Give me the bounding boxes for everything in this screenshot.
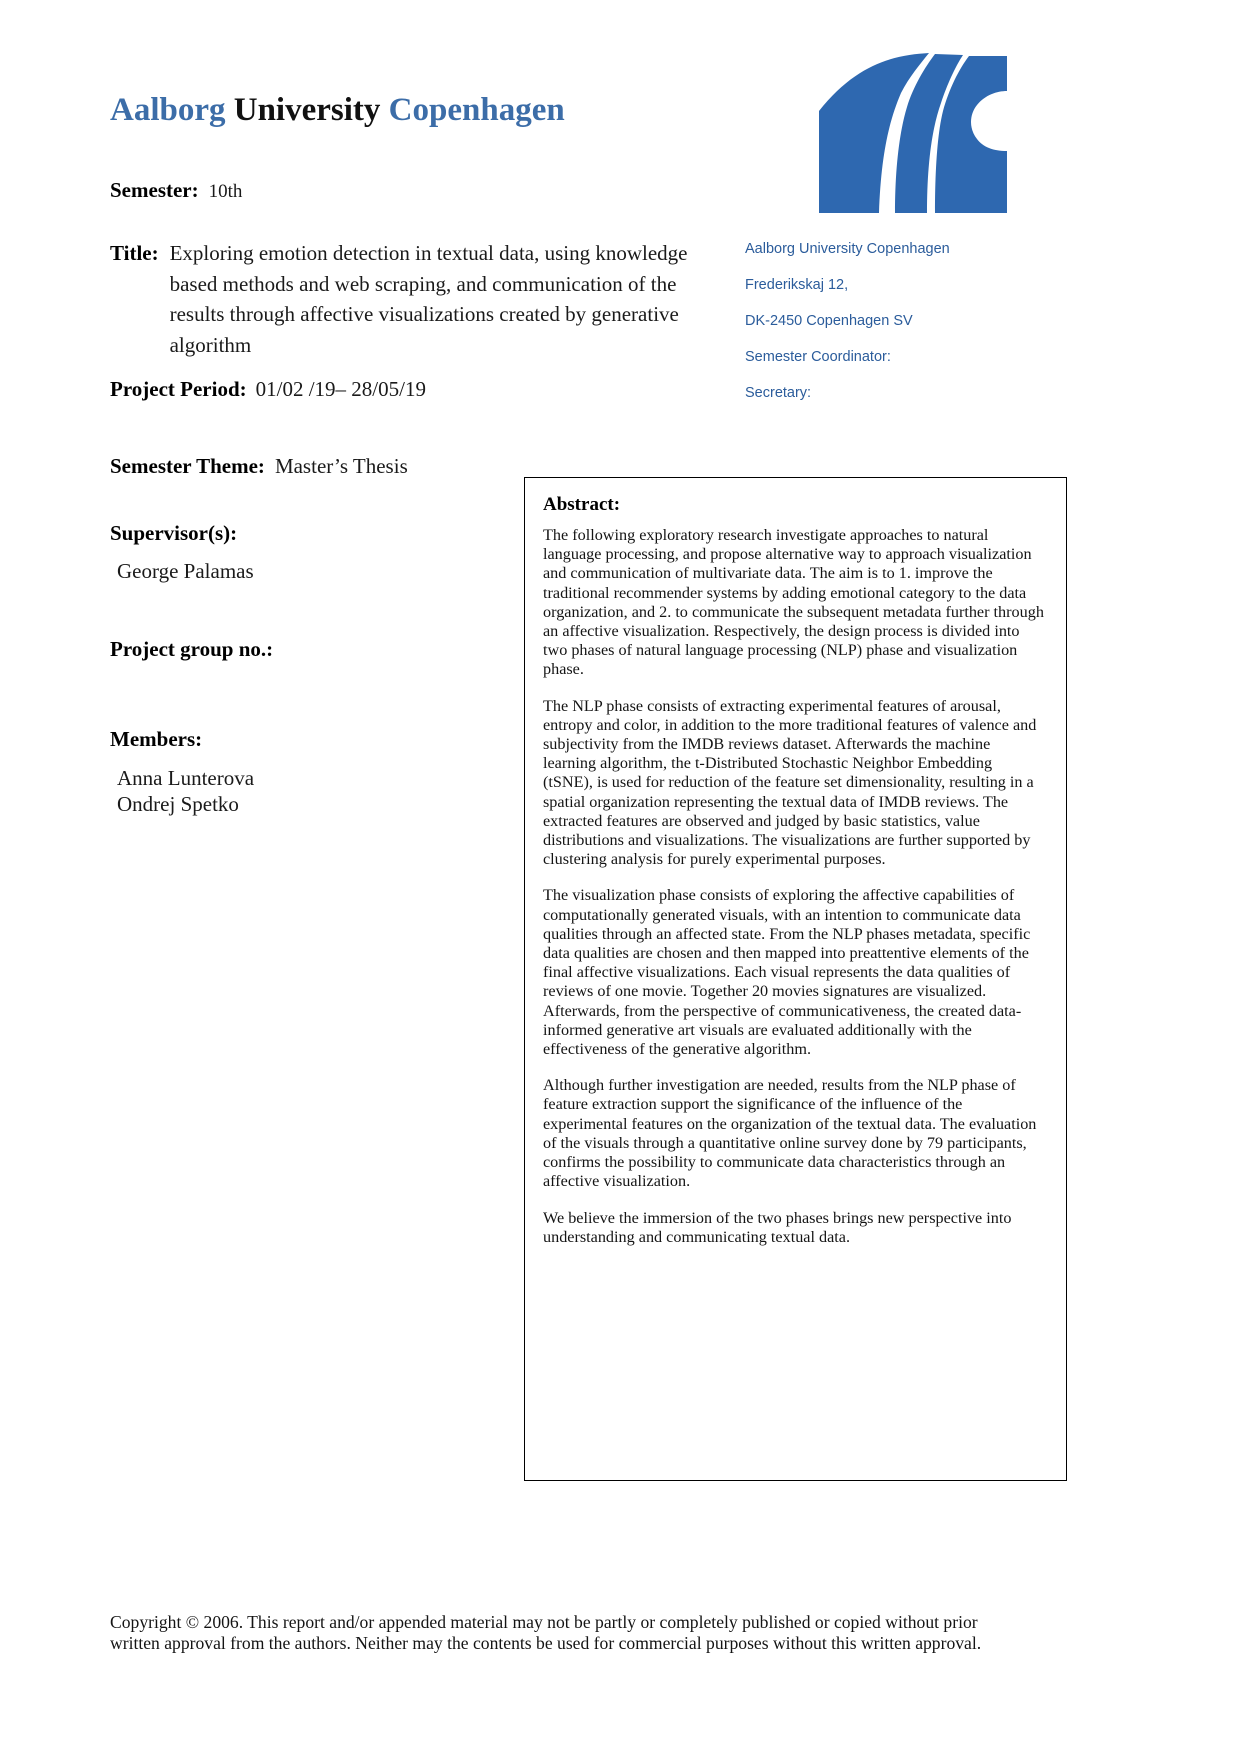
field-title (110, 238, 710, 360)
supervisor-name: George Palamas (117, 559, 254, 583)
semester-value: 10th (208, 181, 243, 202)
project-period-value: 01/02 /19– 28/05/19 (255, 377, 426, 401)
abstract-paragraph: We believe the immersion of the two phases brings new perspective into understanding and communicating textual data. (543, 1208, 1012, 1246)
page-title (110, 92, 565, 129)
title-value: Exploring emotion detection in textual data, using knowledge based methods and web scraping, and communication of the results through affective visualizations created by generative algorithm (169, 241, 688, 357)
field-semester (110, 178, 242, 203)
project-period-label: Project Period: (110, 377, 247, 401)
title-word-copenhagen: Copenhagen (388, 92, 565, 128)
field-supervisors (110, 521, 254, 584)
field-members (110, 727, 254, 817)
address-line: Secretary: (745, 385, 812, 401)
semester-theme-value: Master’s Thesis (274, 454, 408, 478)
abstract-paragraph: The NLP phase consists of extracting experimental features of arousal, entropy and color, in addition to the more traditional features of valence and subjectivity from the IMDB reviews dataset. Afterwards the machine learning algorithm, the t-Distributed Stochastic Neighbor Embedding (tSNE), is used for reduction of the feature set dimensionality, resulting in a spatial organization representing the textual data of IMDB reviews. The extracted features are observed and judged by basic statistics, value distributions and visualizations. The visualizations are further supported by clustering analysis for purely experimental purposes. (543, 696, 1037, 869)
title-word-university: University (233, 92, 381, 128)
semester-theme-label: Semester Theme: (110, 454, 265, 478)
field-project-period (110, 377, 426, 402)
aalborg-university-logo (817, 51, 1009, 215)
abstract-paragraph: Although further investigation are needed, results from the NLP phase of feature extraction support the significance of the influence of the experimental features on the organization of the textual data. The evaluation of the visuals through a quantitative online survey done by 79 participants, confirms the possibility to communicate data characteristics through an affective visualization. (543, 1076, 1037, 1191)
member-name: Anna Lunterova (117, 766, 255, 790)
address-line: Semester Coordinator: (745, 349, 891, 365)
address-line: Aalborg University Copenhagen (745, 241, 950, 257)
field-semester-theme (110, 454, 408, 479)
members-list (110, 765, 254, 817)
member-name: Ondrej Spetko (117, 792, 239, 816)
abstract-paragraph: The visualization phase consists of exploring the affective capabilities of computationally generated visuals, with an intention to communicate data qualities through an affected state. From the NLP phases metadata, specific data qualities are chosen and then mapped into preattentive elements of the final affective visualizations. Each visual represents the data qualities of reviews of one movie. Together 20 movies signatures are visualized. Afterwards, from the perspective of communicativeness, the created data-informed generative art visuals are evaluated additionally with the effectiveness of the generative algorithm. (543, 886, 1031, 1059)
supervisors-label: Supervisor(s): (110, 521, 238, 545)
address-line: Frederikskaj 12, (745, 277, 849, 293)
project-group-label: Project group no.: (110, 637, 274, 661)
field-project-group (110, 637, 273, 662)
copyright-notice: Copyright © 2006. This report and/or appended material may not be partly or completely published or copied without prior written approval from the authors. Neither may the contents be used for commercial purposes without this written approval. (110, 1612, 982, 1653)
title-label: Title: (110, 241, 159, 265)
title-word-aalborg: Aalborg (110, 92, 226, 128)
abstract-paragraph: The following exploratory research investigate approaches to natural language processing, and propose alternative way to approach visualization and communication of multivariate data. The aim is to 1. improve the traditional recommender systems by adding emotional category to the data organization, and 2. to communicate the subsequent metadata further through an affective visualization. Respectively, the design process is divided into two phases of natural language processing (NLP) phase and visualization phase. (543, 526, 1044, 679)
abstract-heading: Abstract: (543, 494, 621, 515)
address-block (745, 241, 1035, 421)
abstract-box (524, 477, 1067, 1481)
abstract-content (525, 478, 1066, 1247)
semester-label: Semester: (110, 178, 199, 202)
members-label: Members: (110, 727, 203, 751)
address-line: DK-2450 Copenhagen SV (745, 313, 913, 329)
